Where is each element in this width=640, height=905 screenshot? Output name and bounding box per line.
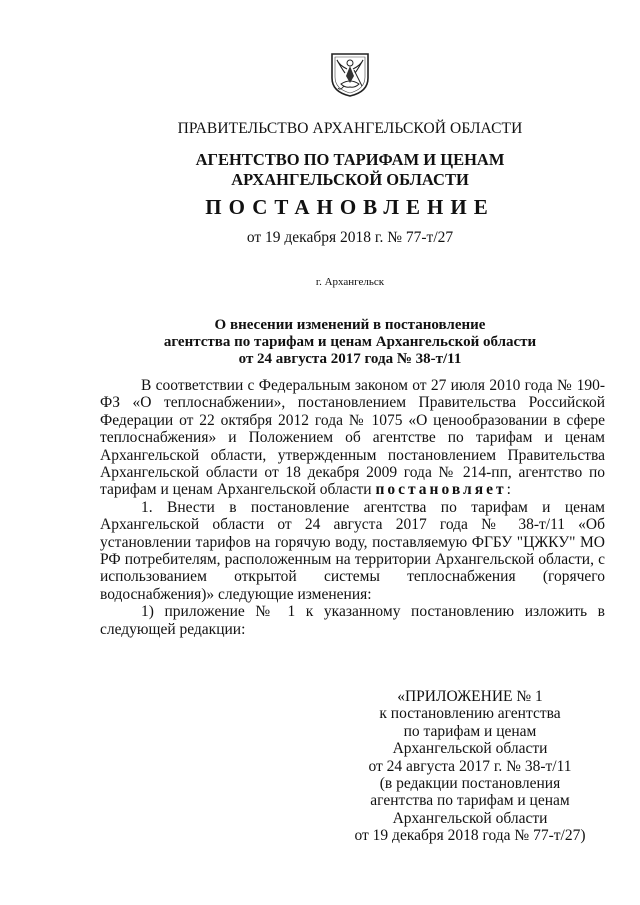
document-date-number: от 19 декабря 2018 г. № 77-т/27 [246,229,454,246]
paragraph-1-text: В соответствии с Федеральным законом от 27 июля 2010 года № 190-ФЗ «О теплоснабжении», постановлением Правительства Российской Федерации от 22 октября 2012 года № 1075 «О ценообразовании в сфере теплоснабжения» и Положением об агентстве по тарифам и ценам Архангельской области, утвержденным постановлением Правительства Архангельской области от 18 декабря 2009 года № 214-пп, агентство по тарифам и ценам Архангельской области [100,377,605,499]
appendix-line: агентства по тарифам и ценам [370,792,570,810]
appendix-line: Архангельской области [392,809,548,827]
appendix-line: от 24 августа 2017 г. № 38-т/11 [368,757,572,775]
document-type-title: ПОСТАНОВЛЕНИЕ [205,195,495,219]
document-subject [0,317,640,368]
appendix-line: «ПРИЛОЖЕНИЕ № 1 [397,688,543,705]
appendix-line: Архангельской области [392,740,548,758]
subject-line1: О внесении изменений в постановление [214,317,486,333]
document-city: г. Архангельск [315,276,385,288]
appendix-heading [330,688,610,845]
agency-name [0,150,640,190]
subject-line3: от 24 августа 2017 года № 38-т/11 [238,351,462,367]
agency-name-line1: АГЕНТСТВО ПО ТАРИФАМ И ЦЕНАМ [195,150,505,169]
appendix-line: (в редакции постановления [379,775,561,793]
paragraph-1-end: : [506,481,511,499]
body-paragraph-3: 1) приложение № 1 к указанному постановлению изложить в следующей редакции: [100,603,605,638]
appendix-line: по тарифам и ценам [403,722,537,740]
document-body [100,377,605,638]
government-name: ПРАВИТЕЛЬСТВО АРХАНГЕЛЬСКОЙ ОБЛАСТИ [177,120,523,137]
body-paragraph-1 [100,377,605,499]
agency-name-line2: АРХАНГЕЛЬСКОЙ ОБЛАСТИ [231,170,469,189]
body-paragraph-2: 1. Внести в постановление агентства по тарифам и ценам Архангельской области от 24 августа 2017 года № 38-т/11 «Об установлении тарифов на горячую воду, поставляемую ФГБУ "ЦЖКУ" МО РФ потребителям, расположенным на территории Архангельской области, с использованием открытой системы теплоснабжения (горячего водоснабжения)» следующие изменения: [100,498,605,603]
coat-of-arms-emblem [326,50,374,98]
decision-keyword: постановляет [375,481,507,499]
appendix-line: от 19 декабря 2018 года № 77-т/27) [354,827,586,845]
appendix-line: к постановлению агентства [379,705,561,723]
subject-line2: агентства по тарифам и ценам Архангельской области [163,334,537,350]
